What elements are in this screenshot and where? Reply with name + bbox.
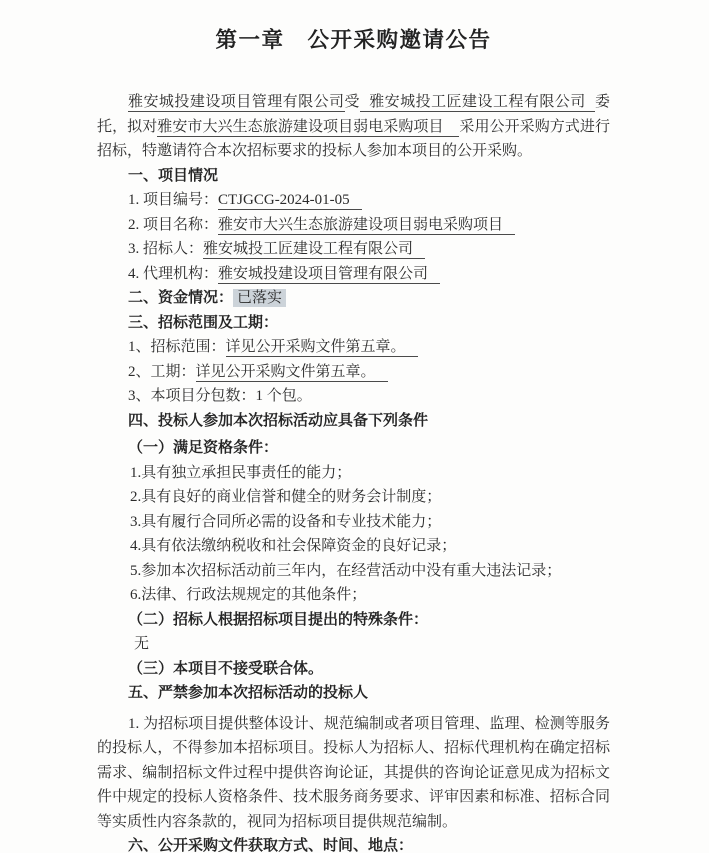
project-name-label: 2. 项目名称： [128,216,219,233]
qualification-item-5: 5.参加本次招标活动前三年内，在经营活动中没有重大违法记录； [130,562,562,579]
qualification-item-1: 1.具有独立承担民事责任的能力； [130,464,352,481]
section6-heading: 六、公开采购文件获取方式、时间、地点： [128,838,414,853]
qualification-item-6: 6.法律、行政法规规定的其他条件； [130,587,367,603]
project-name: 雅安市大兴生态旅游建设项目弱电采购项目 [157,119,459,137]
agent-label: 4. 代理机构： [128,265,219,282]
project-number-label: 1. 项目编号： [128,192,219,208]
page-title: 第一章 公开采购邀请公告 [215,28,492,52]
client-name: 雅安城投工匠建设工程有限公司 [360,94,595,112]
packages-row [97,384,610,409]
scope-value: 详见公开采购文件第五章。 [226,339,418,357]
intro-conj: 受 [344,94,360,110]
tenderee-value: 雅安城投工匠建设工程有限公司 [203,241,425,259]
special-conditions-value: 无 [134,636,150,652]
qualification-item-4: 4.具有依法缴纳税收和社会保障资金的良好记录； [130,538,457,554]
duration-row [97,360,610,385]
project-name-value: 雅安市大兴生态旅游建设项目弱电采购项目 [218,217,515,235]
intro-entrust: 委托，拟对 [97,94,610,135]
scope-label: 1、招标范围： [128,339,226,355]
qualification-item-3: 3.具有履行合同所必需的设备和专业技术能力； [130,513,442,530]
funding-label: 二、资金情况： [128,290,234,306]
section5-heading: 五、严禁参加本次招标活动的投标人 [128,685,369,701]
duration-value: 详见公开采购文件第五章。 [196,364,388,382]
intro-paragraph [97,90,610,164]
scope-row [97,335,610,360]
packages-label: 3、本项目分包数： [128,388,256,404]
tenderee-label: 3. 招标人： [128,241,204,257]
project-number-row [97,188,610,213]
packages-value: 1 个包。 [255,388,312,404]
section4-heading: 四、投标人参加本次招标活动应具备下列条件 [128,412,429,429]
funding-status-highlight: 已落实 [233,289,286,307]
section2-heading-row [97,286,610,311]
intro-rest: 采用公开采购方式进行招标，特邀请符合本次招标要求的投标人参加本项目的公开采购。 [97,118,610,159]
agent-row [97,262,610,287]
special-conditions-heading: （二）招标人根据招标项目提出的特殊条件： [128,611,429,628]
qualification-heading: （一）满足资格条件： [128,440,279,456]
agency-name: 雅安城投建设项目管理有限公司 [128,94,345,110]
tenderee-row [97,237,610,262]
project-number-value: CTJGCG-2024-01-05 [218,192,362,210]
section1-heading: 一、项目情况 [128,167,219,184]
duration-label: 2、工期： [128,363,196,380]
section3-heading: 三、招标范围及工期： [128,314,279,331]
qualification-item-2: 2.具有良好的商业信誉和健全的财务会计制度； [130,489,442,505]
section5-paragraph: 1. 为招标项目提供整体设计、规范编制或者项目管理、监理、检测等服务的投标人，不得参加本招标项目。投标人为招标人、招标代理机构在确定招标需求、编制招标文件过程中提供咨询论证，其提供的咨询论证意见成为招标文件中规定的投标人资格条件、技术服务商务要求、评审因素和标准、招标合同等实质性内容条款的，视同为招标项目提供规范编制。 [97,715,610,830]
agent-value: 雅安城投建设项目管理有限公司 [218,266,440,284]
no-consortium-heading: （三）本项目不接受联合体。 [128,660,324,677]
project-name-row [97,213,610,238]
